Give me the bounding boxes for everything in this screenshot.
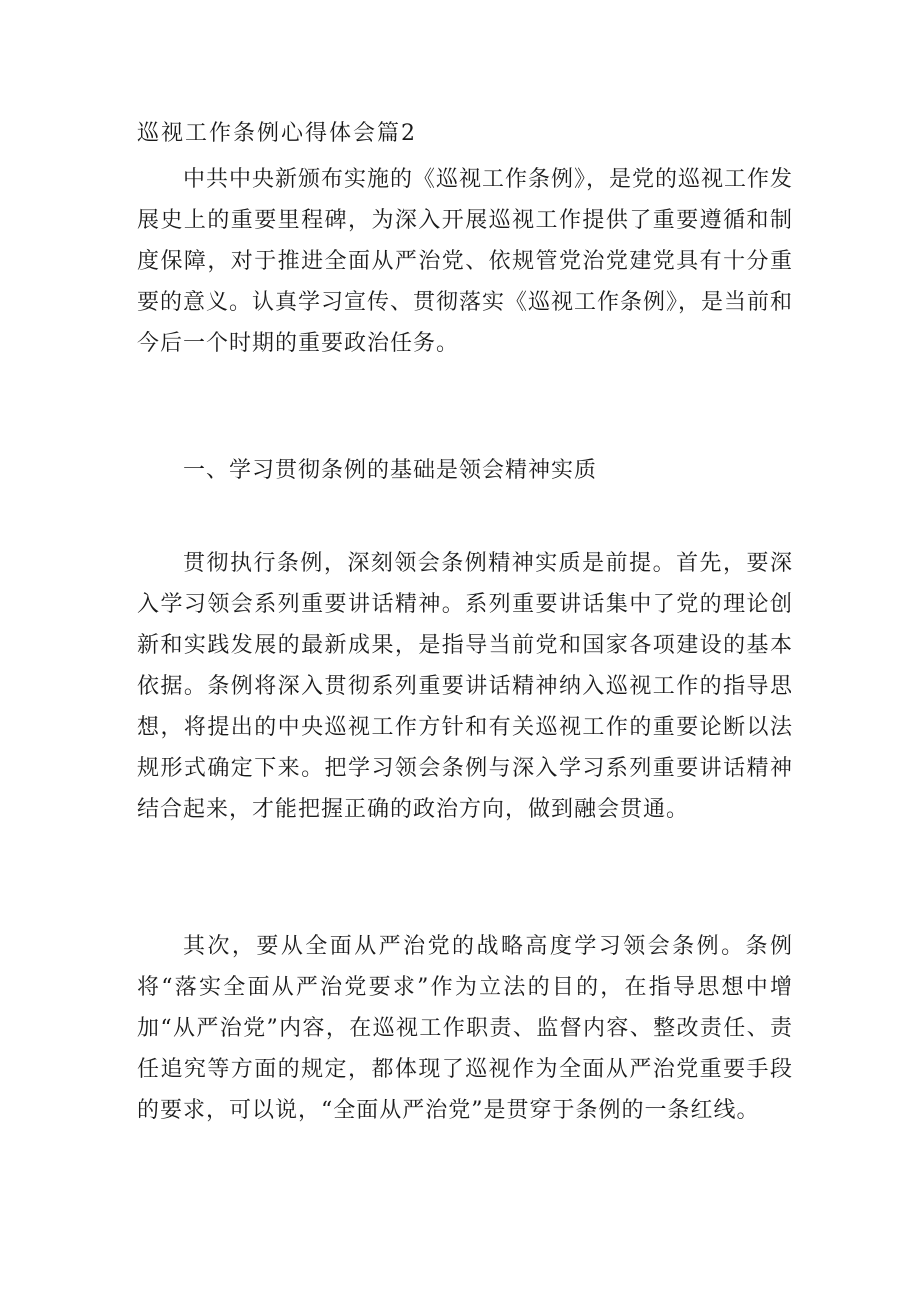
document-title: 巡视工作条例心得体会篇2 <box>137 121 417 146</box>
section-heading: 一、学习贯彻条例的基础是领会精神实质 <box>183 458 598 483</box>
paragraph-body: 其次，要从全面从严治党的战略高度学习领会条例。条例将“落实全面从严治党要求”作为立法的目的，在指导思想中增加“从严治党”内容，在巡视工作职责、监督内容、整改责任、责任追究等方面的规定，都体现了巡视作为全面从严治党重要手段的要求，可以说，“全面从严治党”是贯穿于条例的一条红线。 <box>137 934 793 1123</box>
paragraph-intro: 中共中央新颁布实施的《巡视工作条例》，是党的巡视工作发展史上的重要里程碑，为深入开展巡视工作提供了重要遵循和制度保障，对于推进全面从严治党、依规管党治党建党具有十分重要的意义。认真学习宣传、贯彻落实《巡视工作条例》，是当前和今后一个时期的重要政治任务。 <box>137 167 794 356</box>
paragraph-body: 贯彻执行条例，深刻领会条例精神实质是前提。首先，要深入学习领会系列重要讲话精神。系列重要讲话集中了党的理论创新和实践发展的最新成果，是指导当前党和国家各项建设的基本依据。条例将深入贯彻系列重要讲话精神纳入巡视工作的指导思想，将提出的中央巡视工作方针和有关巡视工作的重要论断以法规形式确定下来。把学习领会条例与深入学习系列重要讲话精神结合起来，才能把握正确的政治方向，做到融会贯通。 <box>137 551 793 822</box>
